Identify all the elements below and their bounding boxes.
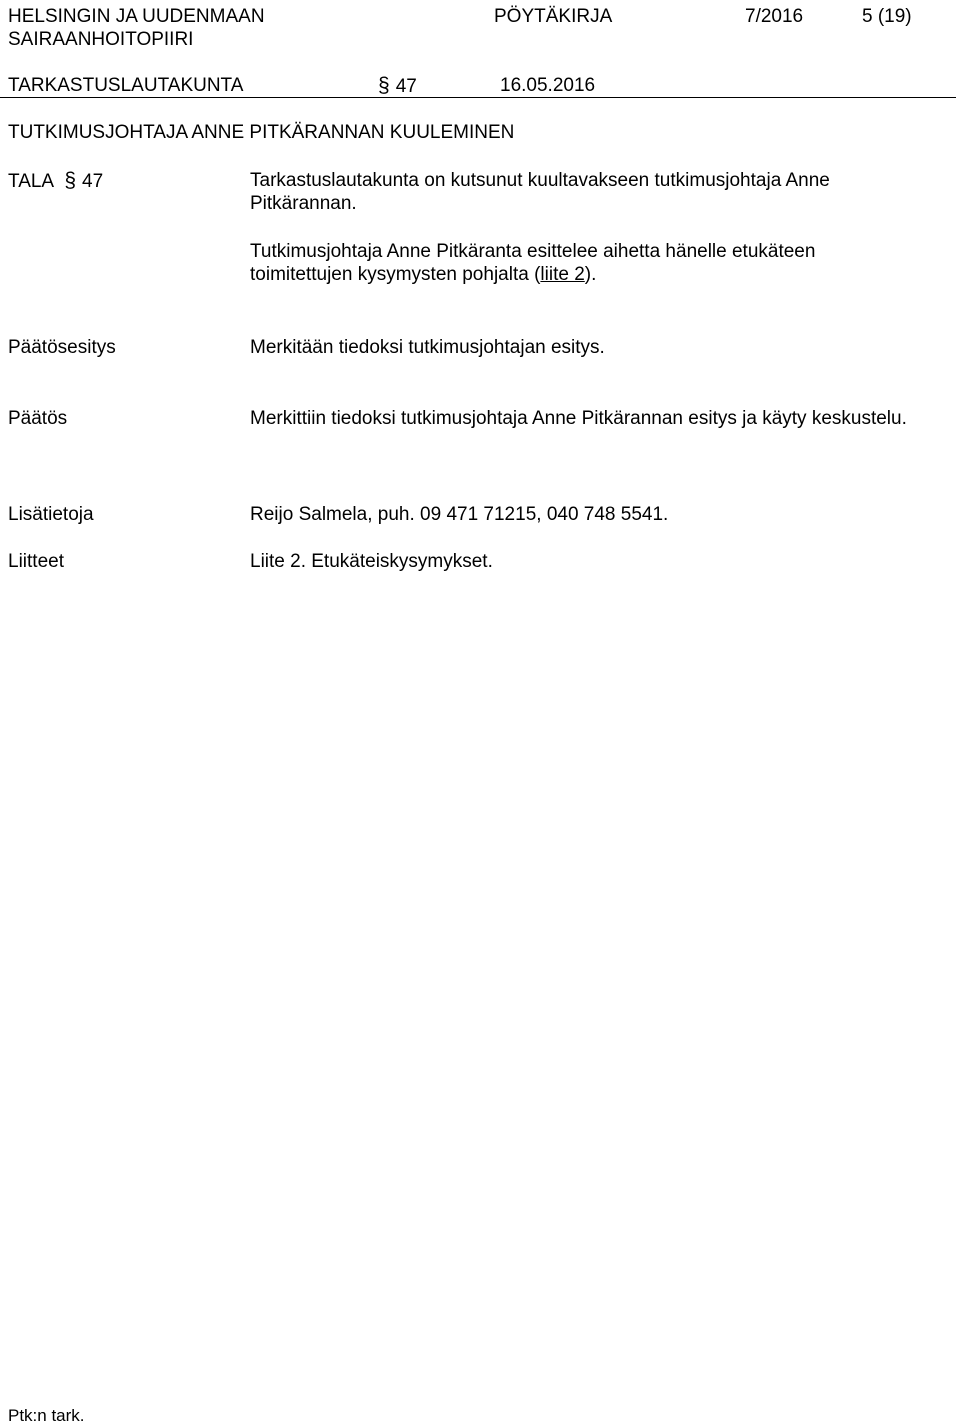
- info-label: Lisätietoja: [8, 504, 94, 525]
- case-number: 47: [82, 171, 104, 192]
- decision-label: Päätös: [8, 408, 68, 429]
- attachments-label: Liitteet: [8, 551, 64, 572]
- section-number: 47: [395, 76, 417, 97]
- board-name: TARKASTUSLAUTAKUNTA: [8, 75, 244, 96]
- case-identifier: [8, 169, 103, 193]
- minutes-checker-label: Ptk:n tark.: [8, 1406, 85, 1425]
- attachment-link[interactable]: liite 2: [540, 264, 585, 285]
- header-section: [378, 74, 417, 98]
- organization-name-line2: SAIRAANHOITOPIIRI: [8, 29, 194, 50]
- proposal-label: Päätösesitys: [8, 337, 116, 358]
- document-type: PÖYTÄKIRJA: [494, 6, 613, 27]
- section-symbol: §: [378, 74, 390, 97]
- page-number: 5 (19): [862, 6, 912, 27]
- attachments-text: Liite 2. Etukäteiskysymykset.: [250, 551, 493, 572]
- case-section-symbol: §: [64, 169, 77, 192]
- decision-text: Merkittiin tiedoksi tutkimusjohtaja Anne Pitkärannan esitys ja käyty keskustelu.: [250, 408, 907, 429]
- proposal-text: Merkitään tiedoksi tutkimusjohtajan esitys.: [250, 337, 605, 358]
- page-title: TUTKIMUSJOHTAJA ANNE PITKÄRANNAN KUULEMINEN: [8, 122, 515, 143]
- meeting-date: 16.05.2016: [500, 75, 596, 96]
- info-text: Reijo Salmela, puh. 09 471 71215, 040 748 5541.: [250, 504, 669, 525]
- document-number: 7/2016: [745, 6, 804, 27]
- header-divider: [0, 97, 956, 98]
- paragraph-2-text: Tutkimusjohtaja Anne Pitkäranta esittelee aihetta hänelle etukäteen toimitettujen kysymysten pohjalta (: [250, 241, 816, 285]
- case-paragraph-2: [250, 240, 910, 286]
- paragraph-2-end: ).: [584, 264, 597, 285]
- case-paragraph-1: Tarkastuslautakunta on kutsunut kuultavakseen tutkimusjohtaja Anne Pitkärannan.: [250, 170, 830, 214]
- organization-name-line1: HELSINGIN JA UUDENMAAN: [8, 6, 265, 27]
- case-prefix: TALA: [8, 171, 54, 192]
